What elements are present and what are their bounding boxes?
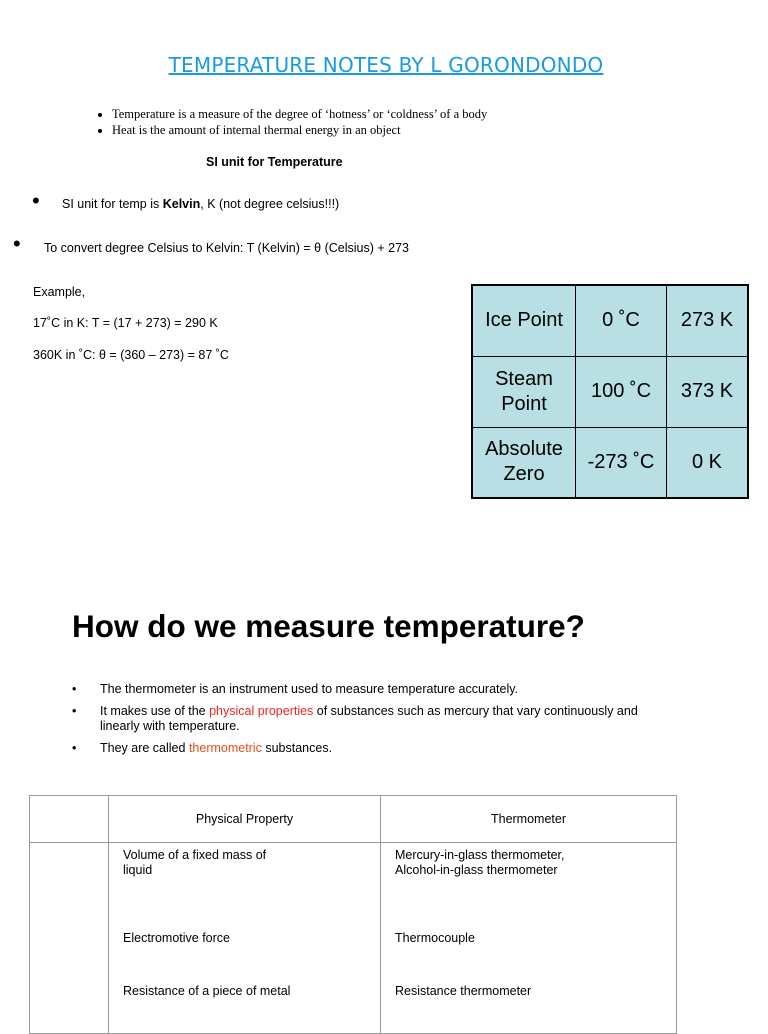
table-header-row <box>30 796 677 843</box>
fixed-points-table <box>471 284 749 499</box>
measure-bullet-list <box>72 682 672 763</box>
table-row <box>472 285 748 356</box>
fixed-point-name: Steam Point <box>472 356 576 427</box>
property-table <box>29 795 677 1034</box>
measure-bullet-item: • They are called thermometric substances. <box>72 741 672 756</box>
property-cell-text: Electromotive force <box>123 931 230 945</box>
measure-bullet-item: • It makes use of the physical properties of substances such as mercury that vary continuously and linearly with temperature. <box>72 704 672 734</box>
convert-bullet: To convert degree Celsius to Kelvin: T (Kelvin) = θ (Celsius) + 273 <box>44 241 409 255</box>
table-header-cell: Physical Property <box>109 796 381 843</box>
example-line: 17˚C in K: T = (17 + 273) = 290 K <box>33 316 218 330</box>
fixed-point-kelvin: 0 K <box>667 427 749 498</box>
table-row <box>472 427 748 498</box>
measure-heading: How do we measure temperature? <box>72 608 585 644</box>
thermometer-cell-text: Mercury-in-glass thermometer, Alcohol-in-glass thermometer <box>395 848 565 877</box>
table-cell <box>109 843 381 1034</box>
fixed-point-celsius: 0 ˚C <box>576 285 667 356</box>
thermometer-cell-text: Resistance thermometer <box>395 984 532 998</box>
physical-properties-highlight: physical properties <box>209 704 314 718</box>
table-row <box>472 356 748 427</box>
fixed-point-name: Absolute Zero <box>472 427 576 498</box>
intro-bullet-list <box>92 107 487 138</box>
thermometer-cell-text: Thermocouple <box>395 931 475 945</box>
table-header-cell <box>30 796 109 843</box>
fixed-point-kelvin: 373 K <box>667 356 749 427</box>
fixed-point-celsius: 100 ˚C <box>576 356 667 427</box>
fixed-point-kelvin: 273 K <box>667 285 749 356</box>
table-row <box>30 843 677 1034</box>
si-unit-bullet <box>62 197 339 211</box>
thermometric-highlight: thermometric <box>188 741 262 755</box>
fixed-point-celsius: -273 ˚C <box>576 427 667 498</box>
property-cell-text: Volume of a fixed mass of liquid <box>123 848 267 877</box>
property-cell-text: Resistance of a piece of metal <box>123 984 291 998</box>
table-cell <box>381 843 677 1034</box>
si-unit-text: SI unit for temp is <box>62 197 163 211</box>
document-title: TEMPERATURE NOTES BY L GORONDONDO <box>168 53 604 77</box>
example-label: Example, <box>33 285 86 299</box>
measure-bullet-item: • The thermometer is an instrument used to measure temperature accurately. <box>72 682 672 697</box>
bullet-dot-icon: • <box>13 231 21 256</box>
bullet-dot-icon: • <box>32 188 40 213</box>
intro-bullet-item: • Heat is the amount of internal thermal energy in an object <box>112 123 487 139</box>
si-unit-heading: SI unit for Temperature <box>206 155 343 169</box>
table-cell <box>30 843 109 1034</box>
example-line: 360K in ˚C: θ = (360 – 273) = 87 ˚C <box>33 348 229 362</box>
si-unit-suffix: , K (not degree celsius!!!) <box>200 197 340 211</box>
table-header-cell: Thermometer <box>381 796 677 843</box>
intro-bullet-item: • Temperature is a measure of the degree of ‘hotness’ or ‘coldness’ of a body <box>112 107 487 123</box>
kelvin-bold-text: Kelvin <box>162 197 201 211</box>
fixed-point-name: Ice Point <box>472 285 576 356</box>
